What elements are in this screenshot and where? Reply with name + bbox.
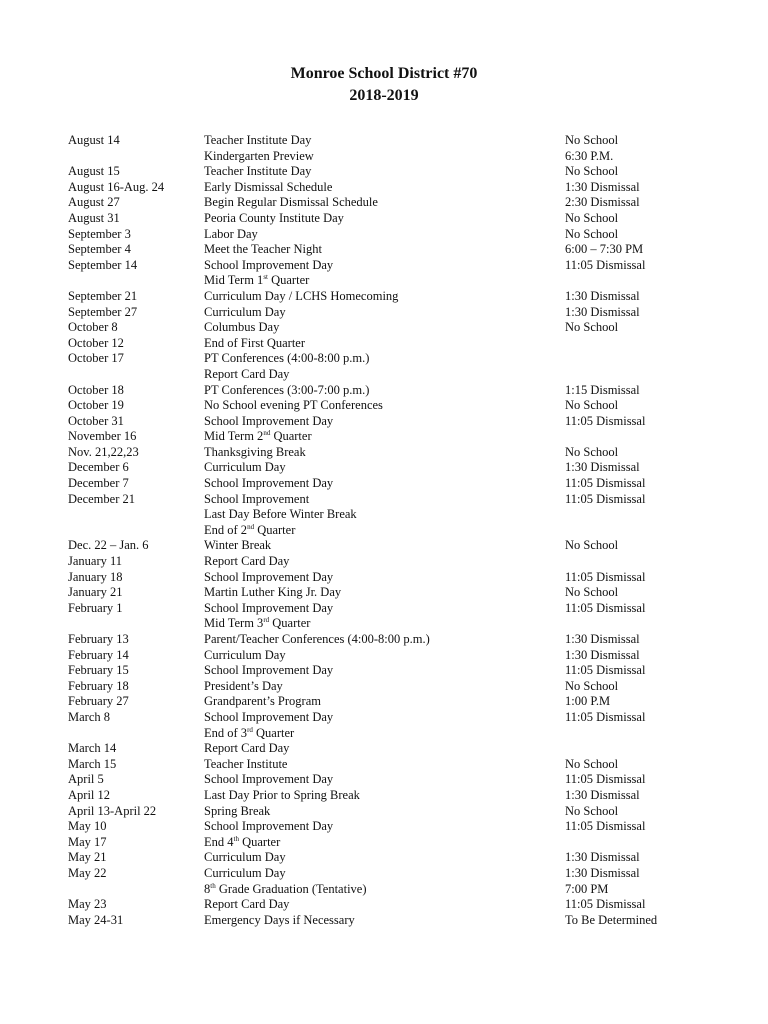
- event-text-suffix: Quarter: [252, 725, 295, 740]
- event-text: Peoria County Institute Day: [204, 210, 344, 225]
- event-text: Report Card Day: [204, 554, 290, 569]
- event-text: Teacher Institute: [204, 756, 288, 771]
- event-note: 7:00 PM: [565, 881, 609, 896]
- ordinal-suffix: nd: [247, 522, 255, 531]
- event-text: Emergency Days if Necessary: [204, 912, 355, 927]
- event-note: 11:05 Dismissal: [565, 772, 646, 787]
- event-text: End of 3: [204, 725, 248, 740]
- event-date: February 27: [68, 694, 129, 709]
- event-date: October 17: [68, 351, 124, 366]
- calendar-row: [0, 305, 768, 321]
- event-note: No School: [565, 320, 619, 335]
- calendar-row: [0, 460, 768, 476]
- calendar-row: [0, 882, 768, 898]
- event-note: No School: [565, 210, 619, 225]
- event-date: January 18: [68, 569, 123, 584]
- event-text: Teacher Institute Day: [204, 164, 312, 179]
- event-note: To Be Determined: [565, 912, 658, 927]
- calendar-row: [0, 164, 768, 180]
- ordinal-suffix: st: [263, 273, 268, 282]
- event-date: May 10: [68, 819, 107, 834]
- event-date: September 27: [68, 304, 138, 319]
- calendar-list: [0, 133, 768, 928]
- calendar-row: [0, 835, 768, 851]
- event-date: May 22: [68, 865, 107, 880]
- event-note: 6:00 – 7:30 PM: [565, 242, 644, 257]
- event-description: [204, 570, 333, 586]
- calendar-row: [0, 710, 768, 726]
- event-note: 1:30 Dismissal: [565, 632, 640, 646]
- event-note: 11:05 Dismissal: [565, 257, 646, 272]
- event-date: August 31: [68, 210, 120, 225]
- calendar-row: [0, 476, 768, 492]
- event-description: [204, 149, 314, 165]
- calendar-row: [0, 367, 768, 383]
- event-text: Mid Term 2: [204, 429, 264, 444]
- event-description: [204, 305, 286, 321]
- event-date: April 13-April 22: [68, 803, 157, 818]
- event-date: December 6: [68, 460, 129, 475]
- event-text: PT Conferences (3:00-7:00 p.m.): [204, 382, 370, 397]
- event-description: [204, 850, 286, 866]
- event-description: [204, 351, 369, 367]
- event-note: No School: [565, 164, 619, 179]
- event-description: [204, 726, 294, 742]
- event-text: End 4: [204, 834, 234, 849]
- event-description: [204, 367, 289, 383]
- event-note: No School: [565, 133, 619, 147]
- event-text-suffix: Grade Graduation (Tentative): [215, 881, 367, 896]
- calendar-row: [0, 616, 768, 632]
- event-text: Begin Regular Dismissal Schedule: [204, 195, 378, 210]
- event-date: Dec. 22 – Jan. 6: [68, 538, 149, 553]
- event-date: August 15: [68, 164, 120, 179]
- event-date: May 17: [68, 834, 107, 849]
- event-date: May 23: [68, 897, 107, 912]
- calendar-row: [0, 242, 768, 258]
- event-text: 8: [204, 881, 211, 896]
- event-date: December 7: [68, 476, 129, 491]
- event-date: October 31: [68, 413, 124, 428]
- event-description: [204, 804, 270, 820]
- event-description: [204, 835, 280, 851]
- event-description: [204, 741, 289, 757]
- event-text: Curriculum Day: [204, 647, 286, 662]
- event-description: [204, 601, 333, 617]
- event-text: Curriculum Day: [204, 865, 286, 880]
- event-text: Winter Break: [204, 538, 272, 553]
- event-description: [204, 273, 309, 289]
- event-description: [204, 476, 333, 492]
- event-date: October 19: [68, 398, 124, 413]
- event-date: February 13: [68, 632, 129, 646]
- event-date: October 8: [68, 320, 118, 335]
- document-title: Monroe School District #70: [290, 65, 478, 82]
- event-text: School Improvement Day: [204, 257, 334, 272]
- event-description: [204, 616, 310, 632]
- event-date: August 16-Aug. 24: [68, 179, 165, 194]
- event-text: Mid Term 3: [204, 616, 264, 631]
- calendar-row: [0, 195, 768, 211]
- calendar-row: [0, 492, 768, 508]
- event-text: Early Dismissal Schedule: [204, 179, 333, 194]
- event-note: No School: [565, 678, 619, 693]
- event-date: December 21: [68, 491, 135, 506]
- calendar-row: [0, 507, 768, 523]
- event-description: [204, 180, 332, 196]
- event-note: 11:05 Dismissal: [565, 663, 646, 678]
- event-description: [204, 195, 378, 211]
- event-note: No School: [565, 803, 619, 818]
- event-date: April 12: [68, 787, 111, 802]
- calendar-row: [0, 289, 768, 305]
- event-date: January 11: [68, 554, 123, 569]
- event-text: Grandparent’s Program: [204, 694, 321, 709]
- event-text: School Improvement Day: [204, 663, 334, 678]
- event-text: President’s Day: [204, 678, 283, 693]
- event-description: [204, 694, 321, 710]
- event-note: 1:30 Dismissal: [565, 787, 640, 802]
- event-text: School Improvement: [204, 491, 310, 506]
- event-text: PT Conferences (4:00-8:00 p.m.): [204, 351, 370, 366]
- event-note: 11:05 Dismissal: [565, 476, 646, 491]
- event-text: School Improvement Day: [204, 413, 334, 428]
- event-note: No School: [565, 538, 619, 553]
- event-note: No School: [565, 585, 619, 600]
- event-text: Teacher Institute Day: [204, 133, 312, 147]
- event-description: [204, 663, 333, 679]
- event-text: Curriculum Day: [204, 304, 286, 319]
- event-description: [204, 913, 355, 929]
- event-description: [204, 336, 305, 352]
- event-note: 1:30 Dismissal: [565, 304, 640, 319]
- event-note: 1:30 Dismissal: [565, 850, 640, 865]
- event-description: [204, 632, 430, 648]
- event-text: Mid Term 1: [204, 273, 264, 288]
- ordinal-suffix: rd: [263, 616, 270, 625]
- calendar-row: [0, 336, 768, 352]
- event-description: [204, 757, 287, 773]
- event-description: [204, 897, 289, 913]
- event-date: September 3: [68, 226, 131, 241]
- event-description: [204, 554, 289, 570]
- event-description: [204, 429, 312, 445]
- event-note: 1:00 P.M: [565, 694, 611, 709]
- event-text: Spring Break: [204, 803, 271, 818]
- calendar-row: [0, 414, 768, 430]
- event-description: [204, 507, 357, 523]
- calendar-row: [0, 258, 768, 274]
- event-text-suffix: Quarter: [269, 616, 311, 631]
- event-description: [204, 882, 367, 898]
- event-description: [204, 320, 279, 336]
- calendar-row: [0, 523, 768, 539]
- calendar-row: [0, 180, 768, 196]
- calendar-row: [0, 788, 768, 804]
- event-text: Curriculum Day: [204, 850, 286, 865]
- event-text: School Improvement Day: [204, 476, 334, 491]
- calendar-row: [0, 538, 768, 554]
- event-note: 1:15 Dismissal: [565, 382, 640, 397]
- event-note: No School: [565, 398, 619, 413]
- event-text: Report Card Day: [204, 897, 290, 912]
- event-note: 1:30 Dismissal: [565, 865, 640, 880]
- event-date: February 15: [68, 663, 129, 678]
- calendar-row: [0, 445, 768, 461]
- event-description: [204, 538, 271, 554]
- calendar-row: [0, 866, 768, 882]
- calendar-row: [0, 149, 768, 165]
- event-note: 11:05 Dismissal: [565, 491, 646, 506]
- ordinal-suffix: nd: [263, 429, 271, 438]
- event-text: School Improvement Day: [204, 772, 334, 787]
- event-note: No School: [565, 226, 619, 241]
- calendar-row: [0, 320, 768, 336]
- event-description: [204, 383, 369, 399]
- event-date: April 5: [68, 772, 104, 787]
- calendar-row: [0, 585, 768, 601]
- event-description: [204, 211, 344, 227]
- calendar-row: [0, 601, 768, 617]
- event-text: Parent/Teacher Conferences (4:00-8:00 p.m.): [204, 632, 430, 646]
- event-date: March 14: [68, 741, 117, 756]
- event-description: [204, 227, 258, 243]
- event-text: School Improvement Day: [204, 569, 334, 584]
- calendar-row: [0, 273, 768, 289]
- calendar-row: [0, 726, 768, 742]
- calendar-row: [0, 819, 768, 835]
- event-description: [204, 492, 309, 508]
- event-description: [204, 788, 360, 804]
- calendar-row: [0, 398, 768, 414]
- event-text: Kindergarten Preview: [204, 148, 314, 163]
- event-description: [204, 398, 383, 414]
- event-text: Last Day Prior to Spring Break: [204, 787, 360, 802]
- event-date: September 21: [68, 288, 138, 303]
- event-note: 2:30 Dismissal: [565, 195, 640, 210]
- event-date: August 27: [68, 195, 120, 210]
- calendar-row: [0, 383, 768, 399]
- event-date: October 12: [68, 335, 124, 350]
- event-date: February 14: [68, 647, 129, 662]
- calendar-row: [0, 133, 768, 149]
- event-description: [204, 523, 295, 539]
- event-text-suffix: Quarter: [254, 522, 296, 537]
- event-date: March 8: [68, 709, 110, 724]
- event-note: 1:30 Dismissal: [565, 460, 640, 475]
- event-text: Last Day Before Winter Break: [204, 507, 357, 522]
- event-description: [204, 648, 286, 664]
- event-text: End of 2: [204, 522, 248, 537]
- event-note: 11:05 Dismissal: [565, 569, 646, 584]
- event-date: February 1: [68, 600, 123, 615]
- calendar-row: [0, 897, 768, 913]
- ordinal-suffix: th: [210, 881, 216, 890]
- event-date: October 18: [68, 382, 124, 397]
- event-description: [204, 585, 341, 601]
- calendar-row: [0, 679, 768, 695]
- event-date: August 14: [68, 133, 120, 147]
- event-date: January 21: [68, 585, 123, 600]
- event-text: School Improvement Day: [204, 600, 334, 615]
- event-note: 11:05 Dismissal: [565, 413, 646, 428]
- event-note: No School: [565, 444, 619, 459]
- event-text: Labor Day: [204, 226, 258, 241]
- event-text-suffix: Quarter: [267, 273, 310, 288]
- event-note: 11:05 Dismissal: [565, 600, 646, 615]
- event-text-suffix: Quarter: [238, 834, 281, 849]
- ordinal-suffix: rd: [247, 725, 253, 734]
- calendar-row: [0, 804, 768, 820]
- calendar-row: [0, 570, 768, 586]
- calendar-row: [0, 351, 768, 367]
- calendar-row: [0, 648, 768, 664]
- event-text: Thanksgiving Break: [204, 444, 306, 459]
- event-note: 1:30 Dismissal: [565, 647, 640, 662]
- event-description: [204, 866, 286, 882]
- event-description: [204, 445, 306, 461]
- event-note: 11:05 Dismissal: [565, 819, 646, 834]
- event-note: No School: [565, 756, 619, 771]
- event-note: 11:05 Dismissal: [565, 709, 646, 724]
- event-description: [204, 414, 333, 430]
- calendar-row: [0, 694, 768, 710]
- event-date: November 16: [68, 429, 137, 444]
- event-description: [204, 772, 333, 788]
- event-text: End of First Quarter: [204, 335, 306, 350]
- calendar-row: [0, 227, 768, 243]
- event-description: [204, 258, 333, 274]
- event-date: September 14: [68, 257, 138, 272]
- event-description: [204, 242, 322, 258]
- event-text: Meet the Teacher Night: [204, 242, 322, 257]
- ordinal-suffix: th: [233, 834, 239, 843]
- event-description: [204, 460, 286, 476]
- calendar-row: [0, 211, 768, 227]
- calendar-row: [0, 757, 768, 773]
- school-year: 2018-2019: [349, 87, 419, 104]
- event-description: [204, 289, 398, 305]
- event-description: [204, 819, 333, 835]
- event-text: Columbus Day: [204, 320, 280, 335]
- event-description: [204, 710, 333, 726]
- event-description: [204, 164, 311, 180]
- event-description: [204, 133, 311, 149]
- calendar-row: [0, 741, 768, 757]
- event-note: 11:05 Dismissal: [565, 897, 646, 912]
- calendar-row: [0, 632, 768, 648]
- event-text: No School evening PT Conferences: [204, 398, 383, 413]
- event-date: May 21: [68, 850, 107, 865]
- calendar-row: [0, 850, 768, 866]
- calendar-row: [0, 772, 768, 788]
- event-text: Martin Luther King Jr. Day: [204, 585, 342, 600]
- event-text: Report Card Day: [204, 366, 290, 381]
- calendar-row: [0, 554, 768, 570]
- event-description: [204, 679, 283, 695]
- event-note: 1:30 Dismissal: [565, 288, 640, 303]
- event-note: 1:30 Dismissal: [565, 179, 640, 194]
- calendar-row: [0, 429, 768, 445]
- event-date: September 4: [68, 242, 131, 257]
- calendar-row: [0, 913, 768, 929]
- event-text-suffix: Quarter: [270, 429, 312, 444]
- event-date: March 15: [68, 756, 117, 771]
- event-text: Curriculum Day / LCHS Homecoming: [204, 288, 399, 303]
- event-date: February 18: [68, 678, 129, 693]
- event-text: Curriculum Day: [204, 460, 286, 475]
- event-text: Report Card Day: [204, 741, 290, 756]
- event-text: School Improvement Day: [204, 709, 334, 724]
- event-date: Nov. 21,22,23: [68, 444, 139, 459]
- event-text: School Improvement Day: [204, 819, 334, 834]
- event-date: May 24-31: [68, 912, 124, 927]
- calendar-row: [0, 663, 768, 679]
- event-note: 6:30 P.M.: [565, 148, 614, 163]
